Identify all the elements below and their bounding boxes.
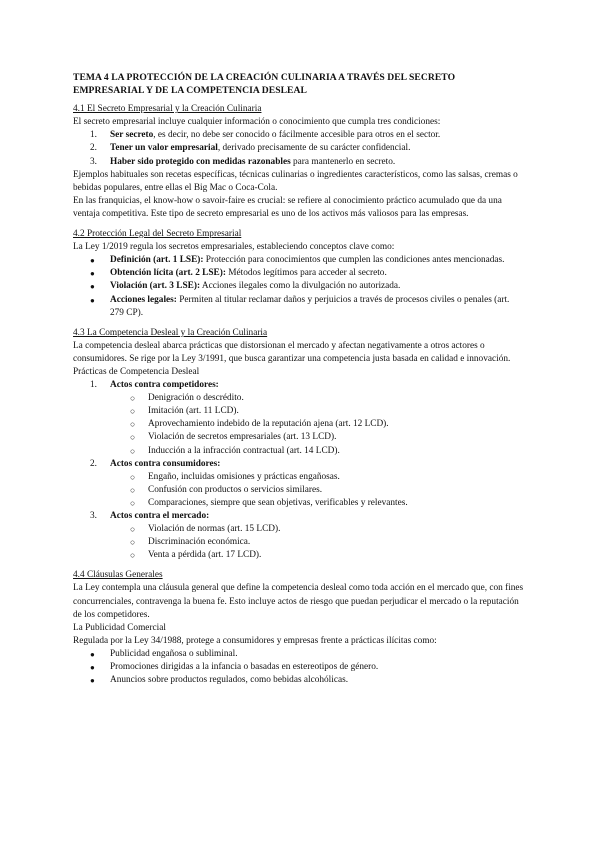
bullet-icon: ● [90, 649, 95, 659]
list-item [73, 484, 525, 497]
list-item [73, 267, 525, 280]
list-item-bold: Definición (art. 1 LSE): [110, 255, 204, 266]
list-item [73, 648, 525, 661]
list-item [73, 431, 525, 444]
numbered-list-conditions [73, 129, 525, 168]
circle-bullet-icon: ○ [130, 537, 136, 548]
bullet-icon: ● [90, 663, 95, 673]
practice-group [73, 458, 525, 510]
bullet-list-legal-concepts [73, 254, 525, 319]
list-item-text: , derivado precisamente de su carácter confidencial. [217, 143, 411, 154]
document-page [73, 72, 525, 687]
circle-bullet-icon: ○ [130, 445, 136, 456]
bullet-icon: ● [90, 676, 95, 686]
list-item [73, 523, 525, 536]
circle-bullet-icon: ○ [130, 393, 136, 404]
list-item-text: Discriminación económica. [148, 537, 251, 548]
paragraph: En las franquicias, el know-how o savoir-faire es crucial: se refiere al conocimiento práctico acumulado que da una ventaja competitiva. Este tipo de secreto empresarial es uno de los activos más valiosos para las empresas. [73, 195, 502, 219]
list-item [73, 392, 525, 405]
list-item [73, 405, 525, 418]
list-item [73, 549, 525, 562]
list-item [73, 142, 525, 155]
list-item [73, 445, 525, 458]
document-title: TEMA 4 LA PROTECCIÓN DE LA CREACIÓN CULINARIA A TRAVÉS DEL SECRETO EMPRESARIAL Y DE LA COMPETENCIA DESLEAL [73, 72, 456, 96]
section-heading-4-1: 4.1 El Secreto Empresarial y la Creación Culinaria [73, 104, 262, 115]
bullet-icon: ● [90, 295, 95, 305]
subheading: La Publicidad Comercial [73, 622, 166, 633]
section-heading-4-2: 4.2 Protección Legal del Secreto Empresarial [73, 229, 242, 240]
section-heading-4-4: 4.4 Cláusulas Generales [73, 570, 163, 581]
list-item [73, 471, 525, 484]
list-item-bold: Haber sido protegido con medidas razonables [110, 156, 291, 167]
list-item [73, 156, 525, 169]
list-number: 1. [90, 380, 97, 391]
list-item-text: Imitación (art. 11 LCD). [148, 406, 239, 417]
bullet-icon: ● [90, 282, 95, 292]
list-item-text: Métodos legítimos para acceder al secreto. [225, 268, 387, 279]
paragraph: Ejemplos habituales son recetas específicas, técnicas culinarias o ingredientes característicos, como las salsas, cremas o bebidas populares, entre ellas el Big Mac o Coca-Cola. [73, 169, 518, 193]
list-item [73, 674, 525, 687]
list-item-text: Denigración o descrédito. [148, 393, 244, 404]
list-item-text: Permiten al titular reclamar daños y perjuicios a través de procesos civiles o penales (art. 279 CP). [110, 294, 510, 318]
list-number: 1. [90, 130, 97, 141]
list-number: 2. [90, 143, 97, 154]
circle-bullet-icon: ○ [130, 419, 136, 430]
list-number: 3. [90, 156, 97, 167]
practice-group [73, 510, 525, 562]
list-item-text: Aprovechamiento indebido de la reputación ajena (art. 12 LCD). [148, 419, 389, 430]
bullet-icon: ● [90, 269, 95, 279]
list-item-bold: Tener un valor empresarial [110, 143, 218, 154]
list-item-text: Anuncios sobre productos regulados, como bebidas alcohólicas. [110, 675, 349, 686]
circle-bullet-icon: ○ [130, 497, 136, 508]
group-label [73, 379, 525, 392]
list-item [73, 129, 525, 142]
list-item [73, 497, 525, 510]
list-item [73, 418, 525, 431]
list-item-text: Publicidad engañosa o subliminal. [110, 648, 238, 659]
list-item-text: Acciones ilegales como la divulgación no autorizada. [200, 281, 401, 292]
list-item [73, 254, 525, 267]
list-item-text: Promociones dirigidas a la infancia o basadas en estereotipos de género. [110, 662, 379, 673]
list-item-bold: Acciones legales: [110, 294, 177, 305]
circle-bullet-icon: ○ [130, 471, 136, 482]
paragraph: Regulada por la Ley 34/1988, protege a consumidores y empresas frente a prácticas ilícitas como: [73, 635, 437, 646]
circle-bullet-icon: ○ [130, 524, 136, 535]
list-item-text: Violación de normas (art. 15 LCD). [148, 524, 281, 535]
list-item-text: Inducción a la infracción contractual (art. 14 LCD). [148, 445, 340, 456]
circle-bullet-icon: ○ [130, 432, 136, 443]
group-label-text: Actos contra competidores: [110, 380, 219, 391]
subheading: Prácticas de Competencia Desleal [73, 366, 200, 377]
list-item-bold: Obtención lícita (art. 2 LSE): [110, 268, 226, 279]
group-label [73, 458, 525, 471]
circle-bullet-icon: ○ [130, 484, 136, 495]
list-item-bold: Violación (art. 3 LSE): [110, 281, 201, 292]
practice-group [73, 379, 525, 458]
circle-bullet-icon: ○ [130, 550, 136, 561]
list-item-bold: Ser secreto [110, 130, 154, 141]
section-intro-4-4: La Ley contempla una cláusula general que define la competencia desleal como toda acción en el mercado que, con fines concurrenciales, contravenga la buena fe. Esto incluye actos de riesgo que puedan perjudicar el mercado o la reputación de los competidores. [73, 583, 524, 620]
group-label-text: Actos contra consumidores: [110, 458, 221, 469]
bullet-icon: ● [90, 256, 95, 266]
list-item-text: Protección para conocimientos que cumplen las condiciones antes mencionadas. [203, 255, 505, 266]
list-item [73, 294, 525, 320]
list-item-text: Confusión con productos o servicios similares. [148, 484, 323, 495]
list-item-text: Venta a pérdida (art. 17 LCD). [148, 550, 262, 561]
section-intro-4-3: La competencia desleal abarca prácticas que distorsionan el mercado y afectan negativamente a otros actores o consumidores. Se rige por la Ley 3/1991, que busca garantizar una competencia justa basada en calidad e innovación. [73, 340, 511, 364]
list-item [73, 536, 525, 549]
list-item-text: Engaño, incluidas omisiones y prácticas engañosas. [148, 471, 340, 482]
group-label-text: Actos contra el mercado: [110, 511, 210, 521]
list-item [73, 661, 525, 674]
bullet-list-advertising [73, 648, 525, 687]
list-number: 2. [90, 458, 97, 469]
list-item-text: para mantenerlo en secreto. [290, 156, 396, 167]
list-item-text: Violación de secretos empresariales (art. 13 LCD). [148, 432, 337, 443]
group-label [73, 510, 525, 523]
section-intro-4-2: La Ley 1/2019 regula los secretos empresariales, estableciendo conceptos clave como: [73, 242, 395, 253]
list-item-text: Comparaciones, siempre que sean objetivas, verificables y relevantes. [148, 497, 408, 508]
section-heading-4-3: 4.3 La Competencia Desleal y la Creación Culinaria [73, 327, 268, 338]
list-item-text: , es decir, no debe ser conocido o fácilmente accesible para otros en el sector. [153, 130, 441, 141]
list-item [73, 280, 525, 293]
section-intro-4-1: El secreto empresarial incluye cualquier información o conocimiento que cumpla tres condiciones: [73, 117, 441, 128]
circle-bullet-icon: ○ [130, 406, 136, 417]
list-number: 3. [90, 511, 97, 521]
